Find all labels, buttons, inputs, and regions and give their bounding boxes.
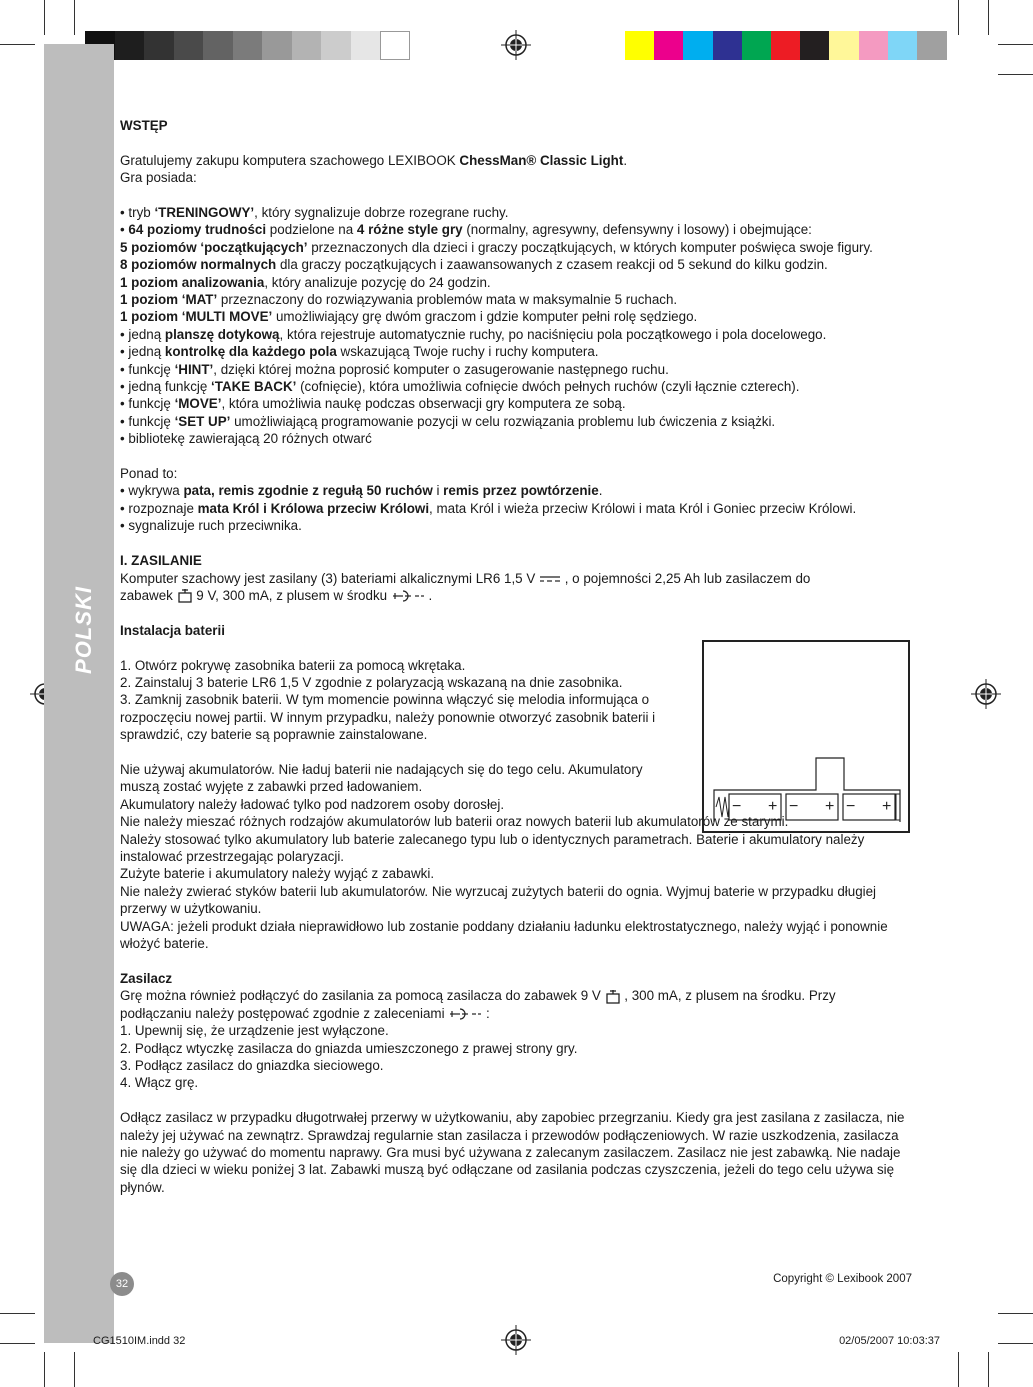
- crop-mark: [998, 1313, 1033, 1314]
- crop-mark: [44, 1352, 45, 1387]
- adapter-step: 4. Włącz grę.: [120, 1075, 199, 1091]
- feature-item: • tryb ‘TRENINGOWY’, który sygnalizuje dobrze rozegrane ruchy.: [120, 205, 509, 220]
- color-swatch: [829, 31, 859, 60]
- feature-item: • jedną kontrolkę dla każdego pola wskazującą Twoje ruchy i ruchy komputera.: [120, 344, 599, 360]
- install-step: 3. Zamknij zasobnik baterii. W tym momencie powinna włączyć się melodia informująca o: [120, 692, 650, 708]
- color-swatch: [800, 31, 830, 60]
- crop-mark: [74, 0, 75, 35]
- color-swatch: [888, 31, 918, 60]
- gray-swatch: [380, 31, 410, 60]
- warning-line: Zużyte baterie i akumulatory należy wyjąć z zabawki.: [120, 866, 435, 882]
- gray-swatch: [351, 31, 381, 60]
- file-slug: CG1510IM.indd 32: [93, 1335, 186, 1347]
- warning-line: UWAGA: jeżeli produkt działa nieprawidłowo lub zostanie poddany działaniu ładunku elektrostatycznego, należy wyjąć i ponownie włożyć baterie.: [120, 918, 888, 952]
- crop-mark: [988, 1352, 989, 1387]
- gray-swatch: [144, 31, 174, 60]
- feature-item: • funkcję ‘SET UP’ umożliwiającą programowanie pozycji w celu rozwiązania problemu lub ćwiczenia z książki.: [120, 413, 776, 429]
- crop-mark: [0, 1343, 35, 1344]
- power-paragraph: zabawek 9 V, 300 mA, z plusem w środku .: [120, 587, 433, 603]
- transformer-icon: [605, 989, 621, 1005]
- warning-line: Akumulatory należy ładować tylko pod nadzorem osoby dorosłej.: [120, 796, 505, 812]
- battery-plus-label: +: [768, 798, 778, 815]
- install-step: sprawdzić, czy baterie są poprawnie zainstalowane.: [120, 727, 428, 743]
- section-heading: I. ZASILANIE: [120, 553, 202, 569]
- install-step: rozpoczęciu nowej partii. W innym przypadku, należy ponownie otworzyć zasobnik baterii i: [120, 709, 656, 725]
- color-swatch: [683, 31, 713, 60]
- transformer-icon: [177, 588, 193, 604]
- battery-minus-label: −: [732, 798, 742, 815]
- moreover-item: • wykrywa pata, remis zgodnie z regułą 50 ruchów i remis przez powtórzenie.: [120, 483, 603, 499]
- color-swatch: [654, 31, 684, 60]
- gray-swatch: [115, 31, 145, 60]
- warning-line: Nie należy zwierać styków baterii lub akumulatorów. Nie wyrzucaj zużytych baterii do ognia. Wyjmuj baterie w przypadku długiej przerwy w użytkowaniu.: [120, 883, 877, 917]
- print-timestamp: 02/05/2007 10:03:37: [839, 1335, 940, 1347]
- moreover-item: • sygnalizuje ruch przeciwnika.: [120, 518, 302, 534]
- adapter-paragraph: podłączaniu należy postępować zgodnie z zaleceniami :: [120, 1005, 490, 1021]
- install-step: 1. Otwórz pokrywę zasobnika baterii za pomocą wkrętaka.: [120, 657, 466, 673]
- registration-mark-icon: [501, 30, 531, 60]
- color-swatch: [859, 31, 889, 60]
- copyright: Copyright © Lexibook 2007: [773, 1273, 912, 1285]
- crop-mark: [0, 44, 35, 45]
- gray-swatch: [321, 31, 351, 60]
- color-swatch: [742, 31, 772, 60]
- color-swatch: [771, 31, 801, 60]
- crop-mark: [958, 1352, 959, 1387]
- language-label: POLSKI: [71, 586, 96, 674]
- page-number: 32: [110, 1272, 134, 1296]
- crop-mark: [958, 0, 959, 35]
- battery-plus-label: +: [882, 798, 892, 815]
- feature-item: • funkcję ‘HINT’, dzięki której można poprosić komputer o zasugerowanie następnego ruchu.: [120, 361, 669, 377]
- feature-item: • funkcję ‘MOVE’, która umożliwia naukę podczas obserwacji gry komputera ze sobą.: [120, 396, 626, 412]
- crop-mark: [998, 1343, 1033, 1344]
- polarity-icon: [391, 589, 425, 603]
- feature-item: 5 poziomów ‘początkujących’ przeznaczonych dla dzieci i graczy początkujących, w których komputer poświęca swoje figury.: [120, 239, 873, 255]
- adapter-step: 1. Upewnij się, że urządzenie jest wyłączone.: [120, 1023, 389, 1039]
- moreover-title: Ponad to:: [120, 466, 178, 482]
- adapter-warning: Odłącz zasilacz w przypadku długotrwałej przerwy w użytkowaniu, aby zapobiec przegrzaniu. Kiedy gra jest zasilana z zasilacza, nie należy jej używać na zewnątrz. Sprawdzaj regularnie stan zasilacza i przewodów podłączeniowych. W razie uszkodzenia, zasilacza nie należy go używać do momentu naprawy. Gra musi być używana z zalecanym zasilaczem. Zasilacz nie jest zabawką. Nie nadaje się dla dzieci w wieku poniżej 3 lat. Zabawki muszą być odłączane od zasilania podczas czyszczenia, jeżeli do tego celu używa się płynów.: [120, 1110, 905, 1195]
- adapter-paragraph: Grę można również podłączyć do zasilania za pomocą zasilacza do zabawek 9 V , 300 mA, z plusem na środku. Przy: [120, 988, 836, 1004]
- gray-swatch: [292, 31, 322, 60]
- subsection-heading: Instalacja baterii: [120, 622, 225, 638]
- crop-mark: [998, 44, 1033, 45]
- feature-item: 1 poziom ‘MULTI MOVE’ umożliwiający grę dwóm graczom i gdzie komputer pełni rolę sędziego.: [120, 309, 698, 325]
- dc-symbol-icon: [539, 574, 561, 584]
- warning-line: Nie używaj akumulatorów. Nie ładuj baterii nie nadających się do tego celu. Akumulatory: [120, 761, 643, 777]
- battery-compartment-figure: [702, 640, 910, 833]
- subsection-heading: Zasilacz: [120, 970, 173, 986]
- feature-item: 8 poziomów normalnych dla graczy początkujących i zaawansowanych z czasem reakcji od 5 sekund do kilku godzin.: [120, 257, 828, 273]
- battery-plus-label: +: [825, 798, 835, 815]
- polarity-icon: [448, 1007, 482, 1021]
- section-heading: WSTĘP: [120, 118, 168, 133]
- feature-item: • 64 poziomy trudności podzielone na 4 różne style gry (normalny, agresywny, defensywny i losowy) i obejmujące:: [120, 222, 812, 238]
- battery-minus-label: −: [846, 798, 856, 815]
- install-step: 2. Zainstaluj 3 baterie LR6 1,5 V zgodnie z polaryzacją wskazaną na dnie zasobnika.: [120, 674, 623, 690]
- registration-mark-icon: [501, 1325, 531, 1355]
- warning-line: muszą zostać wyjęte z zabawki przed ładowaniem.: [120, 779, 423, 795]
- color-swatch: [625, 31, 655, 60]
- feature-item: • jedną planszę dotykową, która rejestruje automatycznie ruchy, po naciśnięciu pola początkowego i pola docelowego.: [120, 326, 827, 342]
- feature-item: • bibliotekę zawierającą 20 różnych otwarć: [120, 431, 372, 447]
- warning-line: Należy stosować tylko akumulatory lub baterie zalecanego typu lub o identycznych parametrach. Baterie i akumulatory należy instalować przestrzegając polaryzacji.: [120, 831, 865, 864]
- adapter-step: 2. Podłącz wtyczkę zasilacza do gniazda umieszczonego z prawej strony gry.: [120, 1040, 578, 1056]
- crop-mark: [988, 0, 989, 35]
- gray-swatch: [203, 31, 233, 60]
- crop-mark: [998, 74, 1033, 75]
- feature-item: • jedną funkcję ‘TAKE BACK’ (cofnięcie), która umożliwia cofnięcie dwóch pełnych ruchów (czyli łącznie czterech).: [120, 379, 800, 395]
- feature-item: 1 poziom analizowania, który analizuje pozycję do 24 godzin.: [120, 274, 491, 290]
- adapter-step: 3. Podłącz zasilacz do gniazdka sieciowego.: [120, 1057, 384, 1073]
- intro-paragraph: Gratulujemy zakupu komputera szachowego LEXIBOOK ChessMan® Classic Light.: [120, 152, 628, 168]
- gray-swatch: [262, 31, 292, 60]
- power-paragraph: Komputer szachowy jest zasilany (3) bateriami alkalicznymi LR6 1,5 V , o pojemności 2,25 Ah lub zasilaczem do: [120, 570, 811, 586]
- warning-line: Nie należy mieszać różnych rodzajów akumulatorów lub baterii oraz nowych baterii lub akumulatorów ze starymi.: [120, 814, 789, 830]
- battery-diagram-icon: [704, 642, 908, 831]
- color-swatch: [917, 31, 947, 60]
- battery-minus-label: −: [789, 798, 799, 815]
- gray-swatch: [174, 31, 204, 60]
- crop-mark: [44, 0, 45, 35]
- registration-mark-icon: [971, 679, 1001, 709]
- crop-mark: [74, 1352, 75, 1387]
- feature-item: 1 poziom ‘MAT’ przeznaczony do rozwiązywania problemów mata w maksymalnie 5 ruchach.: [120, 292, 678, 308]
- color-swatch: [713, 31, 743, 60]
- gray-swatch: [233, 31, 263, 60]
- intro-paragraph: Gra posiada:: [120, 170, 197, 186]
- crop-mark: [0, 1313, 35, 1314]
- moreover-item: • rozpoznaje mata Król i Królowa przeciw Królowi, mata Król i wieża przeciw Królowi i mata Król i Goniec przeciw Królowi.: [120, 500, 857, 516]
